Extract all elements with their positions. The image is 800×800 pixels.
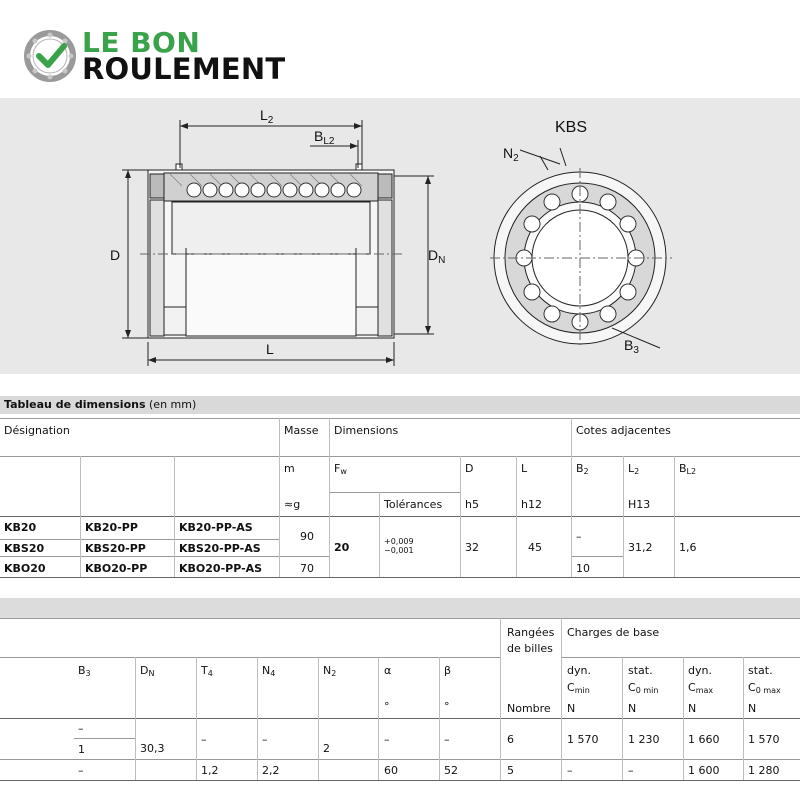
side-section-view: [122, 120, 434, 366]
header-d-tol: h5: [465, 498, 479, 511]
rangees-value: 6: [507, 733, 514, 746]
designation-cell: KB20-PP-AS: [179, 521, 253, 534]
unit-n: N: [628, 702, 637, 715]
t4-value: 1,2: [201, 764, 219, 777]
header-approx-g: ≈g: [284, 498, 301, 511]
beta-value: 52: [444, 764, 458, 777]
header-l2: $L_2$: [628, 462, 640, 476]
header-c0max: $C_{0 max}$: [748, 681, 781, 695]
label-bl2: $B_{L2}$: [314, 128, 335, 147]
designation-cell: KBS20-PP: [85, 542, 146, 555]
cmin-value: 1 570: [567, 733, 599, 746]
designation-cell: KB20: [4, 521, 37, 534]
masse-value: 90: [300, 530, 314, 543]
dn-value: 30,3: [140, 742, 165, 755]
header-fw: $F_w$: [334, 462, 347, 476]
header-d: D: [465, 462, 474, 475]
header-stat-min: stat.: [628, 664, 653, 677]
designation-cell: KBS20: [4, 542, 45, 555]
b3-value: 1: [78, 743, 85, 756]
c0min-value: 1 230: [628, 733, 660, 746]
rangees-value: 5: [507, 764, 514, 777]
bl2-value: 1,6: [679, 541, 697, 554]
tolerance-lower: −0,001: [384, 546, 414, 555]
designation-cell: KBO20: [4, 562, 46, 575]
header-dn: $D_N$: [140, 664, 155, 678]
cmax-value: 1 660: [688, 733, 720, 746]
label-n2: $N_2$: [503, 145, 519, 164]
header-b2: $B_2$: [576, 462, 589, 476]
d-value: 32: [465, 541, 479, 554]
header-m: m: [284, 462, 295, 475]
header-designation: Désignation: [4, 424, 70, 437]
c0min-value: –: [628, 764, 634, 777]
header-beta-unit: °: [444, 700, 450, 713]
designation-cell: KBS20-PP-AS: [179, 542, 261, 555]
header-charges: Charges de base: [567, 626, 660, 639]
cmax-value: 1 600: [688, 764, 720, 777]
header-beta: β: [444, 664, 452, 677]
fw-value: 20: [334, 541, 350, 554]
designation-cell: KB20-PP: [85, 521, 138, 534]
tolerance-upper: +0,009: [384, 537, 414, 546]
l-value: 45: [528, 541, 542, 554]
label-dn: $D_N$: [428, 247, 446, 266]
header-bl2: $B_{L2}$: [679, 462, 697, 476]
header-tolerances: Tolérances: [384, 498, 443, 511]
designation-cell: KBO20-PP: [85, 562, 148, 575]
label-b3: $B_3$: [624, 337, 639, 356]
header-nombre: Nombre: [507, 702, 551, 715]
masse-value: 70: [300, 562, 314, 575]
unit-n: N: [748, 702, 757, 715]
header-l-tol: h12: [521, 498, 542, 511]
table1-title: Tableau de dimensions (en mm): [0, 396, 800, 414]
header-n4: $N_4$: [262, 664, 276, 678]
t4-value: –: [201, 733, 207, 746]
header-cotes: Cotes adjacentes: [576, 424, 671, 437]
unit-n: N: [567, 702, 576, 715]
brand-line2: ROULEMENT: [82, 52, 286, 86]
c0max-value: 1 280: [748, 764, 780, 777]
label-l: L: [266, 341, 274, 357]
designation-cell: KBO20-PP-AS: [179, 562, 263, 575]
b3-value: –: [78, 764, 84, 777]
label-kbs: KBS: [555, 119, 588, 136]
label-l2: $L_2$: [260, 107, 274, 126]
unit-n: N: [688, 702, 697, 715]
b2-value: –: [576, 530, 582, 543]
b2-value: 10: [576, 562, 590, 575]
header-alpha-unit: °: [384, 700, 390, 713]
header-b3: $B_3$: [78, 664, 91, 678]
header-l2-tol: H13: [628, 498, 651, 511]
beta-value: –: [444, 733, 450, 746]
header-masse: Masse: [284, 424, 319, 437]
n4-value: 2,2: [262, 764, 280, 777]
brand-line1: LE BON: [82, 26, 201, 59]
header-alpha: α: [384, 664, 392, 677]
header-n2: $N_2$: [323, 664, 337, 678]
header-t4: $T_4$: [201, 664, 213, 678]
header-cmax: $C_{max}$: [688, 681, 714, 695]
bearing-check-icon: [24, 30, 76, 82]
l2-value: 31,2: [628, 541, 653, 554]
header-dyn-min: dyn.: [567, 664, 591, 677]
n4-value: –: [262, 733, 268, 746]
label-d: D: [110, 247, 121, 263]
c0max-value: 1 570: [748, 733, 780, 746]
brand-logo: [24, 26, 314, 90]
header-dimensions: Dimensions: [334, 424, 399, 437]
alpha-value: –: [384, 733, 390, 746]
n2-value: 2: [323, 742, 330, 755]
header-l: L: [521, 462, 528, 475]
alpha-value: 60: [384, 764, 398, 777]
header-rangees-2: de billes: [507, 642, 553, 655]
header-cmin: $C_{min}$: [567, 681, 590, 695]
header-rangees: Rangées: [507, 626, 555, 639]
header-stat-max: stat.: [748, 664, 773, 677]
header-c0min: $C_{0 min}$: [628, 681, 659, 695]
front-view-kbs: [490, 148, 672, 348]
b3-value: –: [78, 722, 84, 735]
technical-drawing: [0, 98, 800, 374]
header-dyn-max: dyn.: [688, 664, 712, 677]
cmin-value: –: [567, 764, 573, 777]
